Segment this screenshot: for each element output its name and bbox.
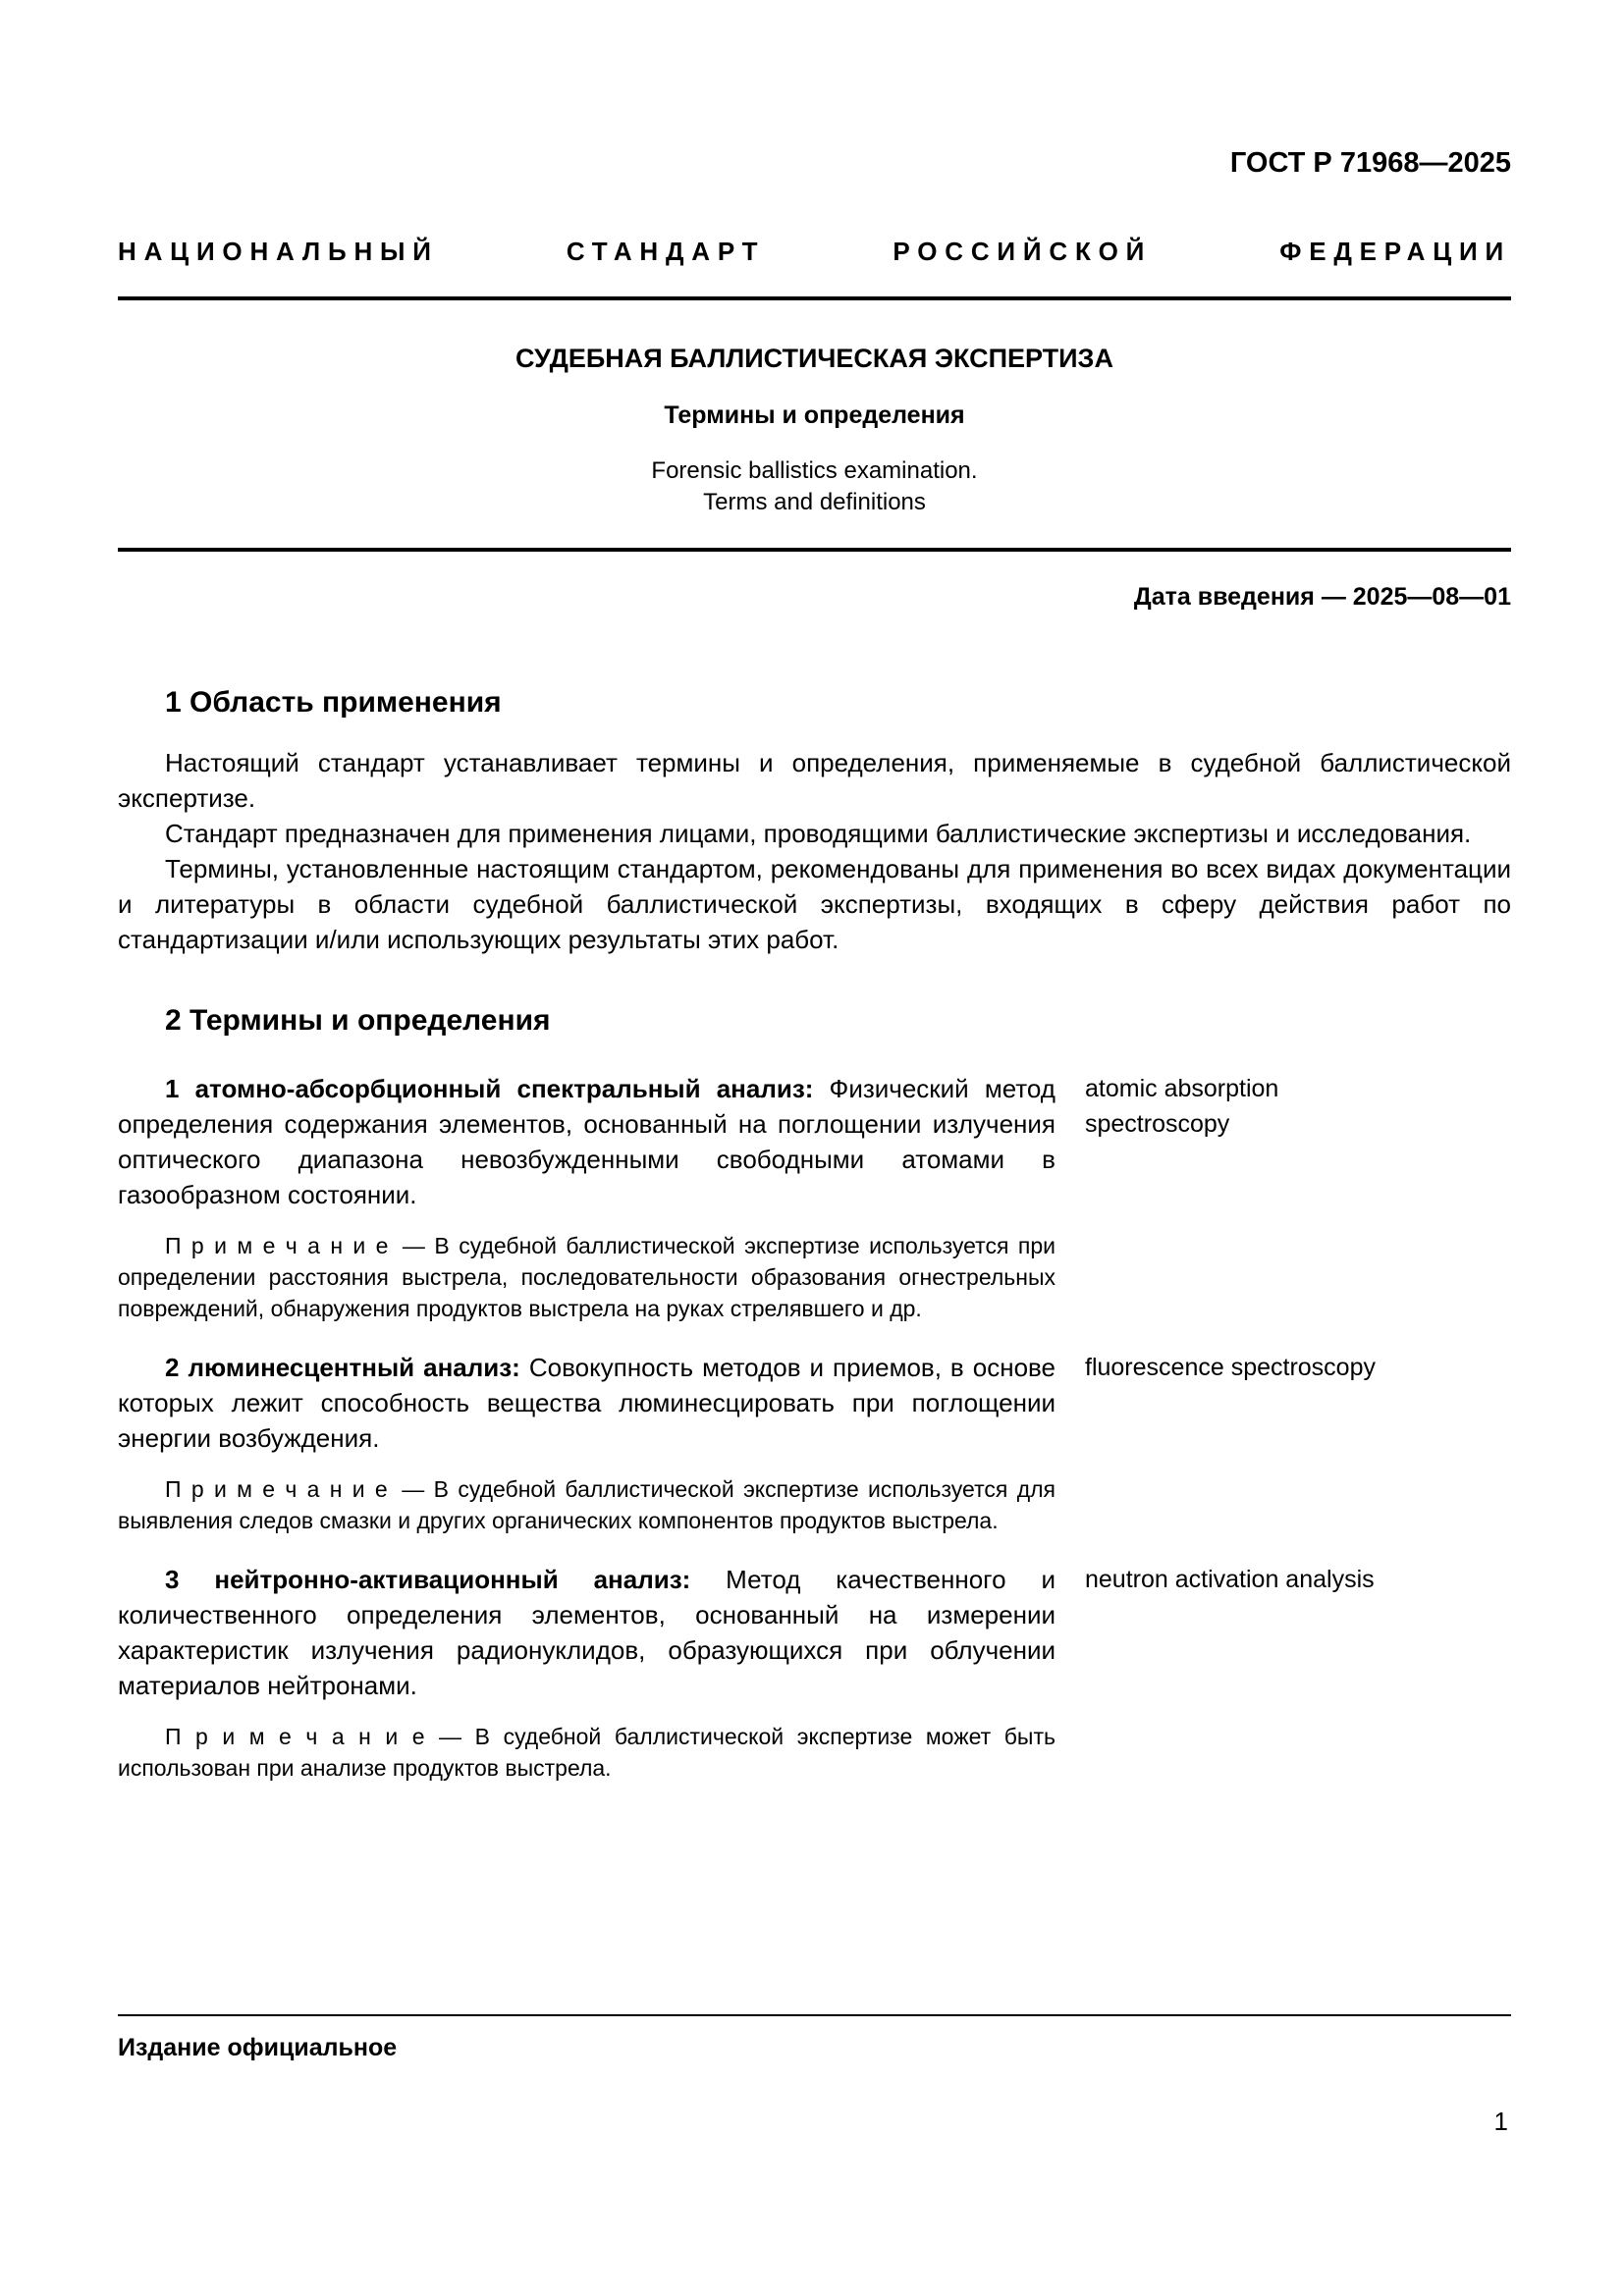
term-name: нейтронно-активационный анализ: bbox=[214, 1565, 691, 1594]
effective-date: Дата введения — 2025—08—01 bbox=[1133, 583, 1511, 611]
note-label: П р и м е ч а н и е bbox=[165, 1724, 426, 1749]
term-definition-ru bbox=[118, 1350, 1056, 1456]
scope-paragraph-1: Настоящий стандарт устанавливает термины и определения, применяемые в судебной баллистической экспертизе. bbox=[118, 748, 1511, 813]
term-definition-text: Физический метод определения содержания элементов, основанный на поглощении излучения оптического диапазона невозбужденными свободными атомами в газообразном состоянии. bbox=[118, 1074, 1056, 1209]
section-1-heading: 1 Область применения bbox=[165, 686, 502, 719]
term-name: люминесцентный анализ: bbox=[188, 1353, 520, 1382]
section-2-heading: 2 Термины и определения bbox=[165, 1004, 551, 1037]
term-entry-2 bbox=[118, 1350, 1511, 1456]
doc-title-ru: СУДЕБНАЯ БАЛЛИСТИЧЕСКАЯ ЭКСПЕРТИЗА bbox=[515, 344, 1113, 373]
term-definition-ru bbox=[118, 1562, 1056, 1703]
term-number: 1 bbox=[165, 1074, 180, 1103]
term-name: атомно-абсорбционный спектральный анализ: bbox=[194, 1074, 814, 1103]
term-definition-text: Метод качественного и количественного определения элементов, основанный на измерении характеристик излучения радионуклидов, образующихся при облучении материалов нейтронами. bbox=[118, 1565, 1056, 1700]
term-entry-3 bbox=[118, 1562, 1511, 1703]
note-text: — В судебной баллистической экспертизе используется для выявления следов смазки и других органических компонентов продуктов выстрела. bbox=[118, 1476, 1056, 1533]
doc-subtitle-ru: Термины и определения bbox=[664, 401, 965, 429]
divider-footer bbox=[118, 2014, 1511, 2016]
term-note-3 bbox=[118, 1721, 1056, 1784]
doc-title-en bbox=[118, 455, 1511, 518]
scope-paragraph-3: Термины, установленные настоящим стандартом, рекомендованы для применения во всех видах документации и литературы в области судебной баллистической экспертизы, входящих в сферу действия работ по стандартизации и/или использующих результаты этих работ. bbox=[118, 854, 1511, 954]
term-entry-1 bbox=[118, 1071, 1511, 1212]
page-number: 1 bbox=[1493, 2107, 1508, 2136]
term-equivalent-en: atomic absorption spectroscopy bbox=[1085, 1075, 1279, 1138]
term-note-1 bbox=[118, 1230, 1056, 1324]
term-equivalent-en: fluorescence spectroscopy bbox=[1085, 1354, 1376, 1381]
note-label: П р и м е ч а н и е bbox=[165, 1233, 389, 1258]
term-equivalent-en: neutron activation analysis bbox=[1085, 1566, 1375, 1593]
scope-paragraph-2: Стандарт предназначен для применения лицами, проводящими баллистические экспертизы и исследования. bbox=[165, 819, 1472, 848]
doc-title-en-line2: Terms and definitions bbox=[703, 489, 926, 515]
doc-number: ГОСТ Р 71968—2025 bbox=[1229, 147, 1511, 179]
divider-top bbox=[118, 296, 1511, 300]
edition-label: Издание официальное bbox=[118, 2034, 398, 2061]
standard-type-banner: НАЦИОНАЛЬНЫЙ СТАНДАРТ РОССИЙСКОЙ ФЕДЕРАЦИИ bbox=[118, 237, 1511, 266]
term-number: 3 bbox=[165, 1565, 180, 1594]
note-text: — В судебной баллистической экспертизе используется при определении расстояния выстрела, последовательности образования огнестрельных повреждений, обнаружения продуктов выстрела на руках стрелявшего и др. bbox=[118, 1233, 1056, 1321]
doc-title-en-line1: Forensic ballistics examination. bbox=[651, 457, 978, 484]
term-note-2 bbox=[118, 1473, 1056, 1536]
note-label: П р и м е ч а н и е bbox=[165, 1476, 389, 1502]
divider-title bbox=[118, 548, 1511, 552]
term-definition-text: Совокупность методов и приемов, в основе которых лежит способность вещества люминесцировать при поглощении энергии возбуждения. bbox=[118, 1353, 1056, 1453]
note-text: — В судебной баллистической экспертизе может быть использован при анализе продуктов выстрела. bbox=[118, 1724, 1056, 1781]
term-definition-ru bbox=[118, 1071, 1056, 1212]
term-number: 2 bbox=[165, 1353, 180, 1382]
